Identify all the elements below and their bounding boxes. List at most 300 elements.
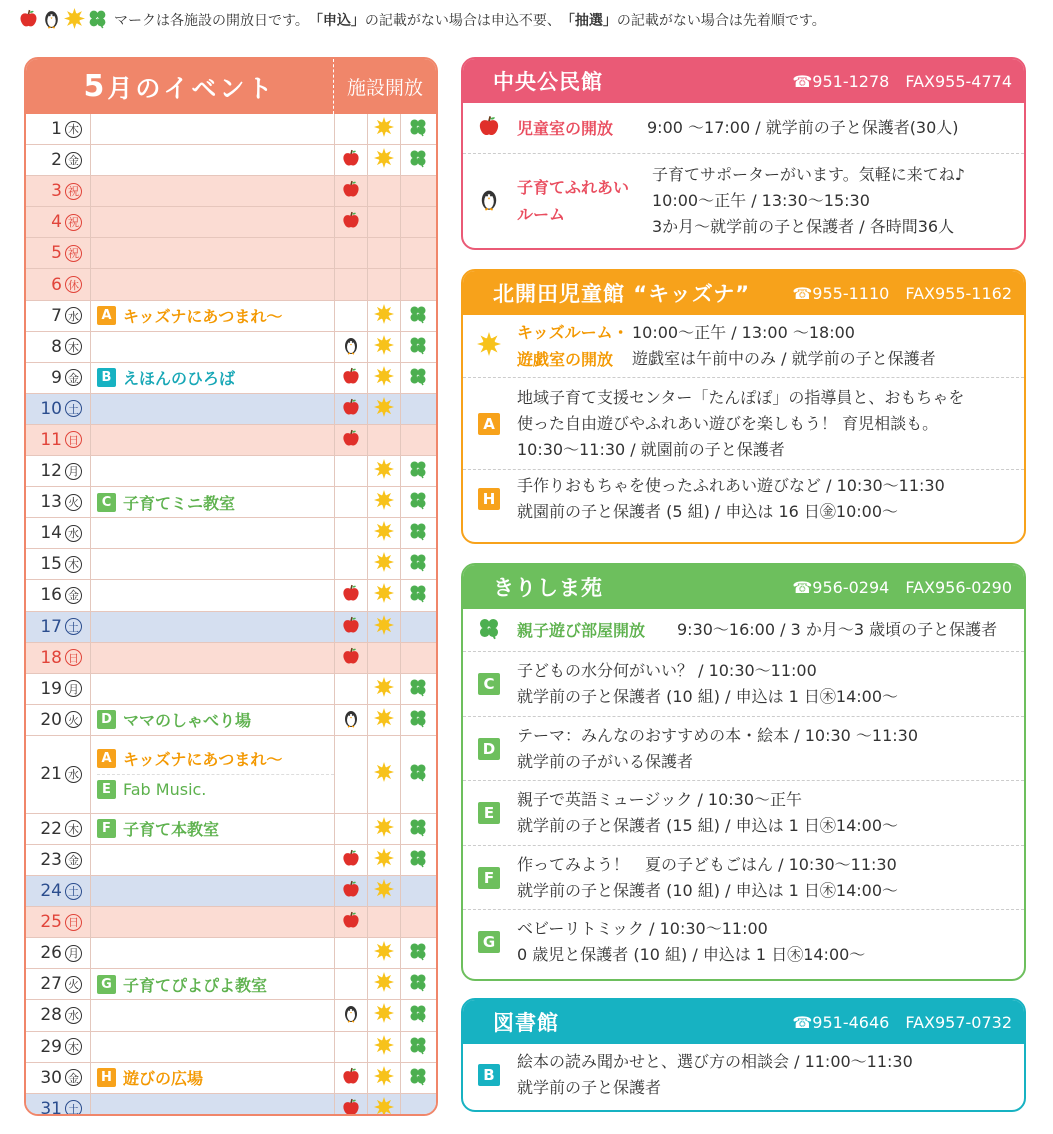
facility-program-row [463, 103, 1024, 153]
calendar-date [26, 456, 91, 486]
event-cell [91, 238, 335, 268]
apple-icon [341, 148, 361, 172]
sun-icon [374, 677, 394, 701]
program-badge: C [478, 673, 500, 695]
sun-icon [374, 148, 394, 172]
apple-icon [341, 615, 361, 639]
facility-mark-cell [368, 363, 401, 393]
weekday: 金 [65, 1069, 82, 1086]
facility-mark-cell [401, 876, 434, 906]
facility-mark-cell [401, 176, 434, 206]
sun-icon [374, 304, 394, 328]
weekday: 火 [65, 494, 82, 511]
day-number: 27 [40, 974, 62, 995]
facility-mark-cell [368, 969, 401, 999]
facility-program-row [463, 651, 1024, 716]
event-badge: E [97, 780, 116, 799]
panel-header [463, 59, 1024, 103]
facility-mark-cell [368, 301, 401, 331]
calendar-event [97, 774, 334, 805]
calendar-row [26, 674, 436, 705]
panel-header [463, 271, 1024, 315]
weekday: 水 [65, 307, 82, 324]
event-cell [91, 1000, 335, 1030]
facility-mark-cell [368, 456, 401, 486]
facility-mark-cell [401, 643, 434, 673]
apple-icon [341, 366, 361, 390]
clover-icon [408, 941, 428, 965]
program-badge: D [478, 738, 500, 760]
note-keyword-apply: 「申込」 [308, 13, 365, 29]
facility-mark-cell [335, 269, 368, 299]
event-cell [91, 363, 335, 393]
event-title: Fab Music. [123, 780, 207, 800]
facility-mark-cell [401, 674, 434, 704]
facility-mark-cell [401, 269, 434, 299]
fax: FAX956-0290 [905, 577, 1012, 597]
day-number: 19 [40, 678, 62, 699]
calendar-date [26, 814, 91, 844]
clover-icon [408, 1035, 428, 1059]
event-title: ママのしゃべり場 [123, 711, 252, 731]
facility-mark-cell [368, 705, 401, 735]
facility-mark-cell [335, 674, 368, 704]
program-details [647, 115, 959, 141]
clover-icon [408, 583, 428, 607]
facility-program-row [463, 1044, 1024, 1106]
facility-mark-cell [368, 674, 401, 704]
calendar-date [26, 518, 91, 548]
facility-program-row [463, 469, 1024, 527]
clover-icon [408, 677, 428, 701]
calendar-date [26, 580, 91, 610]
calendar-date [26, 876, 91, 906]
sun-icon [374, 615, 394, 639]
program-detail-line: 10:30〜11:30 / 就園前の子と保護者 [517, 439, 785, 459]
panel-body [463, 103, 1024, 248]
weekday: 日 [65, 431, 82, 448]
legend-note [18, 6, 826, 34]
program-details [652, 162, 965, 240]
facility-mark-cell [401, 487, 434, 517]
facility-mark-cell [401, 814, 434, 844]
facility-mark-cell [335, 643, 368, 673]
program-badge: G [478, 931, 500, 953]
weekday: 月 [65, 463, 82, 480]
facility-mark-cell [368, 425, 401, 455]
program-badge: E [478, 802, 500, 824]
weekday: 木 [65, 820, 82, 837]
apple-icon [341, 428, 361, 452]
apple-icon [341, 397, 361, 421]
clover-icon [408, 848, 428, 872]
day-number: 23 [40, 850, 62, 871]
calendar-date [26, 363, 91, 393]
calendar-event [97, 487, 334, 517]
program-detail-line: 親子で英語ミュージック / 10:30〜正午 [517, 790, 803, 809]
event-badge: F [97, 819, 116, 838]
calendar-date [26, 736, 91, 813]
clover-icon [408, 117, 428, 141]
event-cell [91, 907, 335, 937]
facility-name: 北開田児童館 “キッズナ” [493, 282, 751, 306]
calendar-row [26, 736, 436, 814]
clover-icon [408, 335, 428, 359]
sun-icon [374, 552, 394, 576]
calendar-row [26, 938, 436, 969]
clover-icon [408, 972, 428, 996]
clover-icon [408, 1066, 428, 1090]
event-cell [91, 425, 335, 455]
event-badge: D [97, 710, 116, 729]
facility-mark-cell [368, 176, 401, 206]
program-icon [475, 1064, 503, 1086]
facility-mark-cell [335, 176, 368, 206]
program-detail-line: 子育てサポーターがいます。気軽に来てね♪ [652, 165, 965, 184]
clover-icon [408, 1003, 428, 1027]
program-detail-line: 地域子育て支援センター「たんぽぽ」の指導員と、おもちゃを [517, 387, 965, 407]
facility-name: 中央公民館 [493, 70, 603, 94]
calendar-date [26, 612, 91, 642]
calendar-date [26, 1032, 91, 1062]
facility-mark-cell [335, 456, 368, 486]
day-number: 18 [40, 647, 62, 668]
facility-mark-cell [401, 238, 434, 268]
panel-body [463, 315, 1024, 527]
calendar-row [26, 814, 436, 845]
facility-open-header: 施設開放 [333, 59, 436, 114]
calendar-title [26, 59, 333, 114]
facility-mark-cell [335, 705, 368, 735]
weekday: 土 [65, 883, 82, 900]
facility-mark-cell [335, 580, 368, 610]
event-cell [91, 674, 335, 704]
facility-mark-cell [401, 145, 434, 175]
facility-mark-cell [335, 1063, 368, 1093]
event-cell [91, 207, 335, 237]
weekday: 祝 [65, 245, 82, 262]
program-label: 親子遊び部屋開放 [517, 620, 646, 640]
facility-mark-cell [368, 1063, 401, 1093]
event-cell [91, 814, 335, 844]
fax: FAX955-1162 [905, 283, 1012, 303]
facility-mark-cell [368, 845, 401, 875]
clover-icon [408, 708, 428, 732]
event-cell [91, 876, 335, 906]
weekday: 金 [65, 587, 82, 604]
phone: ☎955-1110 [792, 283, 890, 303]
facility-mark-cell [401, 1032, 434, 1062]
weekday: 土 [65, 400, 82, 417]
calendar-event [97, 705, 334, 735]
day-number: 7 [51, 305, 62, 326]
facility-mark-cell [335, 612, 368, 642]
program-detail-line: 就学前の子と保護者 (15 組) / 申込は 1 日㊍14:00〜 [517, 816, 899, 835]
day-number: 10 [40, 398, 62, 419]
facility-program-row [463, 780, 1024, 845]
clover-icon [408, 817, 428, 841]
apple-icon [341, 646, 361, 670]
apple-icon [341, 583, 361, 607]
facility-mark-cell [335, 907, 368, 937]
program-detail-line: 0 歳児と保護者 (10 組) / 申込は 1 日㊍14:00〜 [517, 945, 866, 964]
calendar-row [26, 301, 436, 332]
facility-mark-cell [401, 1094, 434, 1116]
sun-icon [374, 1035, 394, 1059]
facility-mark-cell [401, 1063, 434, 1093]
calendar-event [97, 301, 334, 331]
calendar-row [26, 425, 436, 456]
facility-mark-cell [335, 736, 368, 813]
apple-icon [341, 179, 361, 203]
facility-mark-cell [401, 969, 434, 999]
calendar-event [97, 1063, 334, 1093]
program-details [677, 617, 997, 643]
facility-mark-cell [401, 736, 434, 813]
facility-mark-cell [335, 207, 368, 237]
sun-icon [64, 8, 85, 33]
weekday: 火 [65, 976, 82, 993]
facility-mark-cell [368, 1032, 401, 1062]
calendar-row [26, 238, 436, 269]
calendar-date [26, 969, 91, 999]
event-cell [91, 332, 335, 362]
calendar-date [26, 394, 91, 424]
event-cell [91, 643, 335, 673]
day-number: 25 [40, 912, 62, 933]
day-number: 3 [51, 181, 62, 202]
calendar-date [26, 1000, 91, 1030]
calendar-date [26, 207, 91, 237]
clover-icon [408, 304, 428, 328]
clover-icon [87, 8, 108, 33]
calendar-date [26, 332, 91, 362]
program-details [632, 320, 936, 372]
panel-body [463, 609, 1024, 974]
facility-mark-cell [335, 518, 368, 548]
facility-mark-cell [335, 876, 368, 906]
panel-body [463, 1044, 1024, 1106]
facility-mark-cell [368, 114, 401, 144]
day-number: 2 [51, 150, 62, 171]
program-details [517, 1049, 913, 1101]
calendar-row [26, 612, 436, 643]
panel-header [463, 565, 1024, 609]
facility-mark-cell [401, 332, 434, 362]
calendar-row [26, 1032, 436, 1063]
weekday: 木 [65, 556, 82, 573]
clover-icon [408, 366, 428, 390]
calendar-row [26, 1000, 436, 1031]
calendar-row [26, 705, 436, 736]
clover-icon [408, 490, 428, 514]
facility-mark-cell [335, 394, 368, 424]
calendar-date [26, 549, 91, 579]
event-title: えほんのひろば [123, 369, 236, 389]
clover-icon [408, 148, 428, 172]
calendar-date [26, 114, 91, 144]
weekday: 祝 [65, 183, 82, 200]
program-details [517, 787, 898, 839]
day-number: 20 [40, 709, 62, 730]
program-label: 児童室の開放 [517, 118, 614, 138]
day-number: 30 [40, 1067, 62, 1088]
day-number: 31 [40, 1098, 62, 1116]
event-cell [91, 549, 335, 579]
weekday: 水 [65, 766, 82, 783]
calendar-title-month: 5 [83, 69, 108, 104]
note-text-1: マークは各施設の開放日です。 [114, 13, 309, 29]
day-number: 14 [40, 523, 62, 544]
facility-mark-cell [401, 394, 434, 424]
program-detail-line: 遊戯室は午前中のみ / 就学前の子と保護者 [632, 349, 936, 368]
phone: ☎951-4646 [792, 1012, 890, 1032]
calendar-row [26, 363, 436, 394]
facility-mark-cell [368, 1000, 401, 1030]
day-number: 22 [40, 818, 62, 839]
sun-icon [374, 335, 394, 359]
calendar-event [97, 814, 334, 844]
calendar-event [97, 363, 334, 393]
calendar-row [26, 907, 436, 938]
facility-contact [792, 578, 1012, 597]
facility-mark-cell [401, 549, 434, 579]
calendar-date [26, 705, 91, 735]
facility-contact [792, 284, 1012, 303]
program-detail-line: 10:00〜正午 / 13:30〜15:30 [652, 191, 870, 210]
event-cell [91, 518, 335, 548]
facility-mark-cell [401, 907, 434, 937]
weekday: 水 [65, 1007, 82, 1024]
weekday: 火 [65, 711, 82, 728]
panel-header [463, 1000, 1024, 1044]
event-cell [91, 845, 335, 875]
event-cell [91, 1063, 335, 1093]
day-number: 24 [40, 881, 62, 902]
facility-mark-cell [368, 643, 401, 673]
program-details [517, 658, 898, 710]
program-badge: B [478, 1064, 500, 1086]
facility-mark-cell [335, 238, 368, 268]
weekday: 木 [65, 121, 82, 138]
event-badge: C [97, 493, 116, 512]
facility-mark-cell [401, 1000, 434, 1030]
facility-mark-cell [335, 332, 368, 362]
program-badge: F [478, 867, 500, 889]
sun-icon [374, 879, 394, 903]
program-badge: H [478, 488, 500, 510]
sun-icon [374, 583, 394, 607]
weekday: 金 [65, 852, 82, 869]
fax: FAX957-0732 [905, 1012, 1012, 1032]
weekday: 日 [65, 914, 82, 931]
facility-mark-cell [335, 487, 368, 517]
calendar-date [26, 1063, 91, 1093]
facility-mark-cell [401, 938, 434, 968]
day-number: 8 [51, 336, 62, 357]
program-icon [475, 931, 503, 953]
sun-icon [374, 708, 394, 732]
sun-icon [374, 117, 394, 141]
program-detail-line: 就学前の子と保護者 (10 組) / 申込は 1 日㊍14:00〜 [517, 687, 899, 706]
facility-mark-cell [335, 938, 368, 968]
facility-mark-cell [368, 549, 401, 579]
facility-mark-cell [335, 845, 368, 875]
calendar-date [26, 238, 91, 268]
event-cell [91, 114, 335, 144]
event-cell [91, 969, 335, 999]
day-number: 15 [40, 554, 62, 575]
day-number: 16 [40, 585, 62, 606]
calendar-title-text: 月のイベント [107, 73, 276, 103]
facility-mark-cell [401, 518, 434, 548]
penguin-icon [477, 187, 501, 215]
event-title: 子育てぴよぴよ教室 [123, 975, 268, 995]
program-detail-line: 就学前の子と保護者 [517, 1078, 662, 1097]
calendar-date [26, 425, 91, 455]
event-badge: H [97, 1068, 116, 1087]
event-badge: A [97, 306, 116, 325]
note-text-2: の記載がない場合は申込不要、 [364, 13, 561, 29]
facility-mark-cell [335, 549, 368, 579]
facility-mark-cell [335, 1000, 368, 1030]
sun-icon [374, 397, 394, 421]
sun-icon [374, 459, 394, 483]
calendar-row [26, 114, 436, 145]
penguin-icon [41, 8, 62, 33]
sun-icon [374, 848, 394, 872]
facility-mark-cell [368, 518, 401, 548]
facility-mark-cell [401, 363, 434, 393]
clover-icon [408, 762, 428, 786]
sun-icon [374, 1003, 394, 1027]
weekday: 木 [65, 338, 82, 355]
program-detail-line: 9:00 〜17:00 / 就学前の子と保護者(30人) [647, 118, 959, 137]
apple-icon [341, 910, 361, 934]
calendar-date [26, 643, 91, 673]
facility-mark-cell [401, 705, 434, 735]
program-icon [475, 413, 503, 435]
weekday: 月 [65, 680, 82, 697]
program-icon [475, 187, 503, 215]
facility-mark-cell [401, 580, 434, 610]
program-icon [475, 673, 503, 695]
event-cell [91, 705, 335, 735]
program-icon [475, 867, 503, 889]
program-detail-line: 就園前の子と保護者 (5 組) / 申込は 16 日㊎10:00〜 [517, 501, 899, 521]
panel-kirishima [461, 563, 1026, 981]
facility-mark-cell [368, 907, 401, 937]
apple-icon [477, 114, 501, 142]
day-number: 17 [40, 616, 62, 637]
apple-icon [18, 8, 39, 33]
facility-mark-cell [368, 145, 401, 175]
event-badge: B [97, 368, 116, 387]
calendar-event [97, 744, 334, 774]
program-detail-line: 3か月〜就学前の子と保護者 / 各時間36人 [652, 217, 955, 236]
program-details [517, 916, 865, 968]
program-icon [475, 332, 503, 360]
calendar-row [26, 549, 436, 580]
day-number: 21 [40, 764, 62, 785]
facility-mark-cell [401, 612, 434, 642]
weekday: 金 [65, 152, 82, 169]
event-cell [91, 269, 335, 299]
calendar-row [26, 1094, 436, 1116]
calendar-row [26, 845, 436, 876]
event-cell [91, 456, 335, 486]
sun-icon [374, 972, 394, 996]
